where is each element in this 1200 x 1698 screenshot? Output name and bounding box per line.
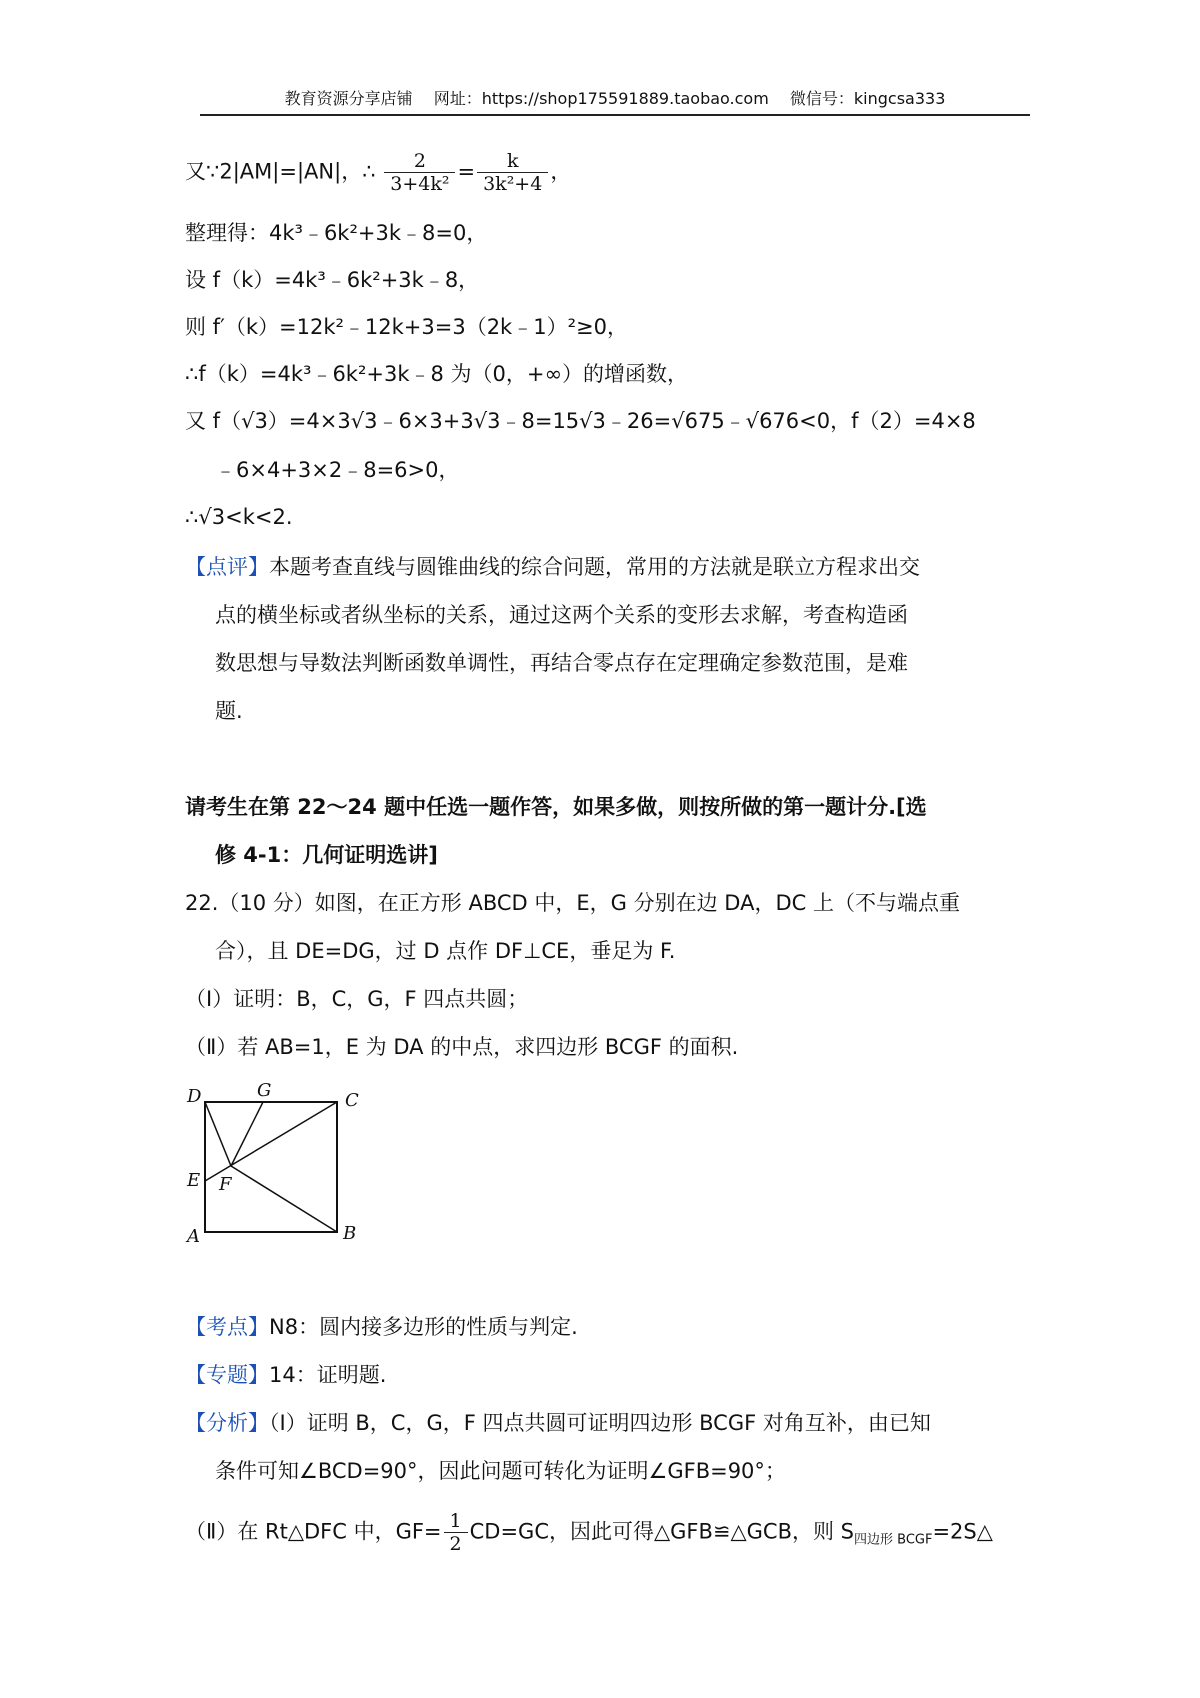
numerator: k <box>477 150 548 173</box>
question-22-part-ii: （Ⅱ）若 AB=1，E 为 DA 的中点，求四边形 BCGF 的面积. <box>185 1035 739 1059</box>
text: = <box>457 159 476 184</box>
text: 14：证明题. <box>269 1363 387 1387</box>
comment-tag: 【点评】 <box>185 555 269 579</box>
fraction <box>444 1510 468 1555</box>
square-abcd <box>205 1102 337 1232</box>
fraction <box>477 150 548 195</box>
part-ii-analysis <box>185 1510 993 1556</box>
segment-df <box>205 1102 231 1166</box>
fenxi-tag: 【分析】 <box>185 1411 269 1435</box>
text: 又∵2 <box>185 159 233 184</box>
section-heading-1: 请考生在第 22～24 题中任选一题作答，如果多做，则按所做的第一题计分.[选 <box>185 795 927 819</box>
numerator: 2 <box>384 150 455 173</box>
label-d: D <box>187 1086 202 1107</box>
section-heading-2: 修 4-1：几何证明选讲] <box>215 843 438 867</box>
shop-name: 教育资源分享店铺 <box>284 89 413 108</box>
equation-line-6: 又 f（√3）=4×3√3﹣6×3+3√3﹣8=15√3﹣26=√675﹣√676<0，f（2）=4×8 <box>185 409 976 433</box>
page-header <box>200 84 1030 116</box>
fenxi-line-1 <box>185 1408 931 1438</box>
text: （Ⅰ）证明 B，C，G，F 四点共圆可证明四边形 BCGF 对角互补，由已知 <box>269 1411 931 1435</box>
comment-line-4: 题. <box>215 699 243 723</box>
fraction <box>384 150 455 195</box>
denominator: 3k²+4 <box>483 173 543 195</box>
equation-line-3: 设 f（k）=4k³﹣6k²+3k﹣8， <box>185 268 480 292</box>
label-a: A <box>187 1226 200 1247</box>
kaodian-tag: 【考点】 <box>185 1315 269 1339</box>
fenxi-line-2: 条件可知∠BCD=90°，因此问题可转化为证明∠GFB=90°； <box>215 1459 786 1483</box>
label-b: B <box>343 1223 357 1244</box>
equation-line-2: 整理得：4k³﹣6k²+3k﹣8=0， <box>185 221 488 245</box>
comment-line-2: 点的横坐标或者纵坐标的关系，通过这两个关系的变形去求解，考查构造函 <box>215 603 908 627</box>
kaodian-line <box>185 1312 578 1342</box>
text: N8：圆内接多边形的性质与判定. <box>269 1315 578 1339</box>
equation-line-1 <box>185 150 571 195</box>
comment-line-1 <box>185 552 920 582</box>
label-g: G <box>257 1082 272 1101</box>
equation-line-4: 则 f′（k）=12k²﹣12k+3=3（2k﹣1）²≥0， <box>185 315 628 339</box>
text: |AM|=|AN|，∴ <box>232 159 376 184</box>
equation-line-7: ﹣6×4+3×2﹣8=6>0， <box>215 458 460 482</box>
subscript: 四边形 BCGF <box>854 1532 933 1548</box>
text: 本题考查直线与圆锥曲线的综合问题，常用的方法就是联立方程求出交 <box>269 555 920 579</box>
wechat-id: 微信号：kingcsa333 <box>789 89 946 108</box>
shop-url: 网址：https://shop175591889.taobao.com <box>433 89 769 108</box>
denominator: 3+4k² <box>390 173 450 195</box>
label-f: F <box>219 1174 232 1195</box>
label-c: C <box>345 1090 359 1111</box>
question-22-part-i: （Ⅰ）证明：B，C，G，F 四点共圆； <box>185 987 529 1011</box>
equation-line-8: ∴√3<k<2. <box>185 505 293 529</box>
label-e: E <box>187 1170 201 1191</box>
equation-line-5: ∴f（k）=4k³﹣6k²+3k﹣8 为（0，+∞）的增函数， <box>185 362 688 386</box>
comment-line-3: 数思想与导数法判断函数单调性，再结合零点存在定理确定参数范围，是难 <box>215 651 908 675</box>
zhuanti-tag: 【专题】 <box>185 1363 269 1387</box>
geometry-figure <box>185 1082 375 1257</box>
text: （Ⅱ）在 Rt△DFC 中，GF= <box>185 1519 442 1544</box>
zhuanti-line <box>185 1360 386 1390</box>
question-22-line-2: 合），且 DE=DG，过 D 点作 DF⊥CE，垂足为 F. <box>215 939 676 963</box>
segment-ec <box>205 1102 337 1181</box>
text: CD=GC，因此可得△GFB≌△GCB，则 S <box>469 1519 854 1544</box>
segment-fb <box>231 1166 337 1232</box>
question-22-line-1: 22.（10 分）如图，在正方形 ABCD 中，E，G 分别在边 DA，DC 上（不与端点重 <box>185 891 960 915</box>
text: =2S△ <box>932 1519 993 1544</box>
denominator: 2 <box>449 1533 462 1555</box>
text: ， <box>550 159 572 184</box>
numerator: 1 <box>444 1510 468 1533</box>
